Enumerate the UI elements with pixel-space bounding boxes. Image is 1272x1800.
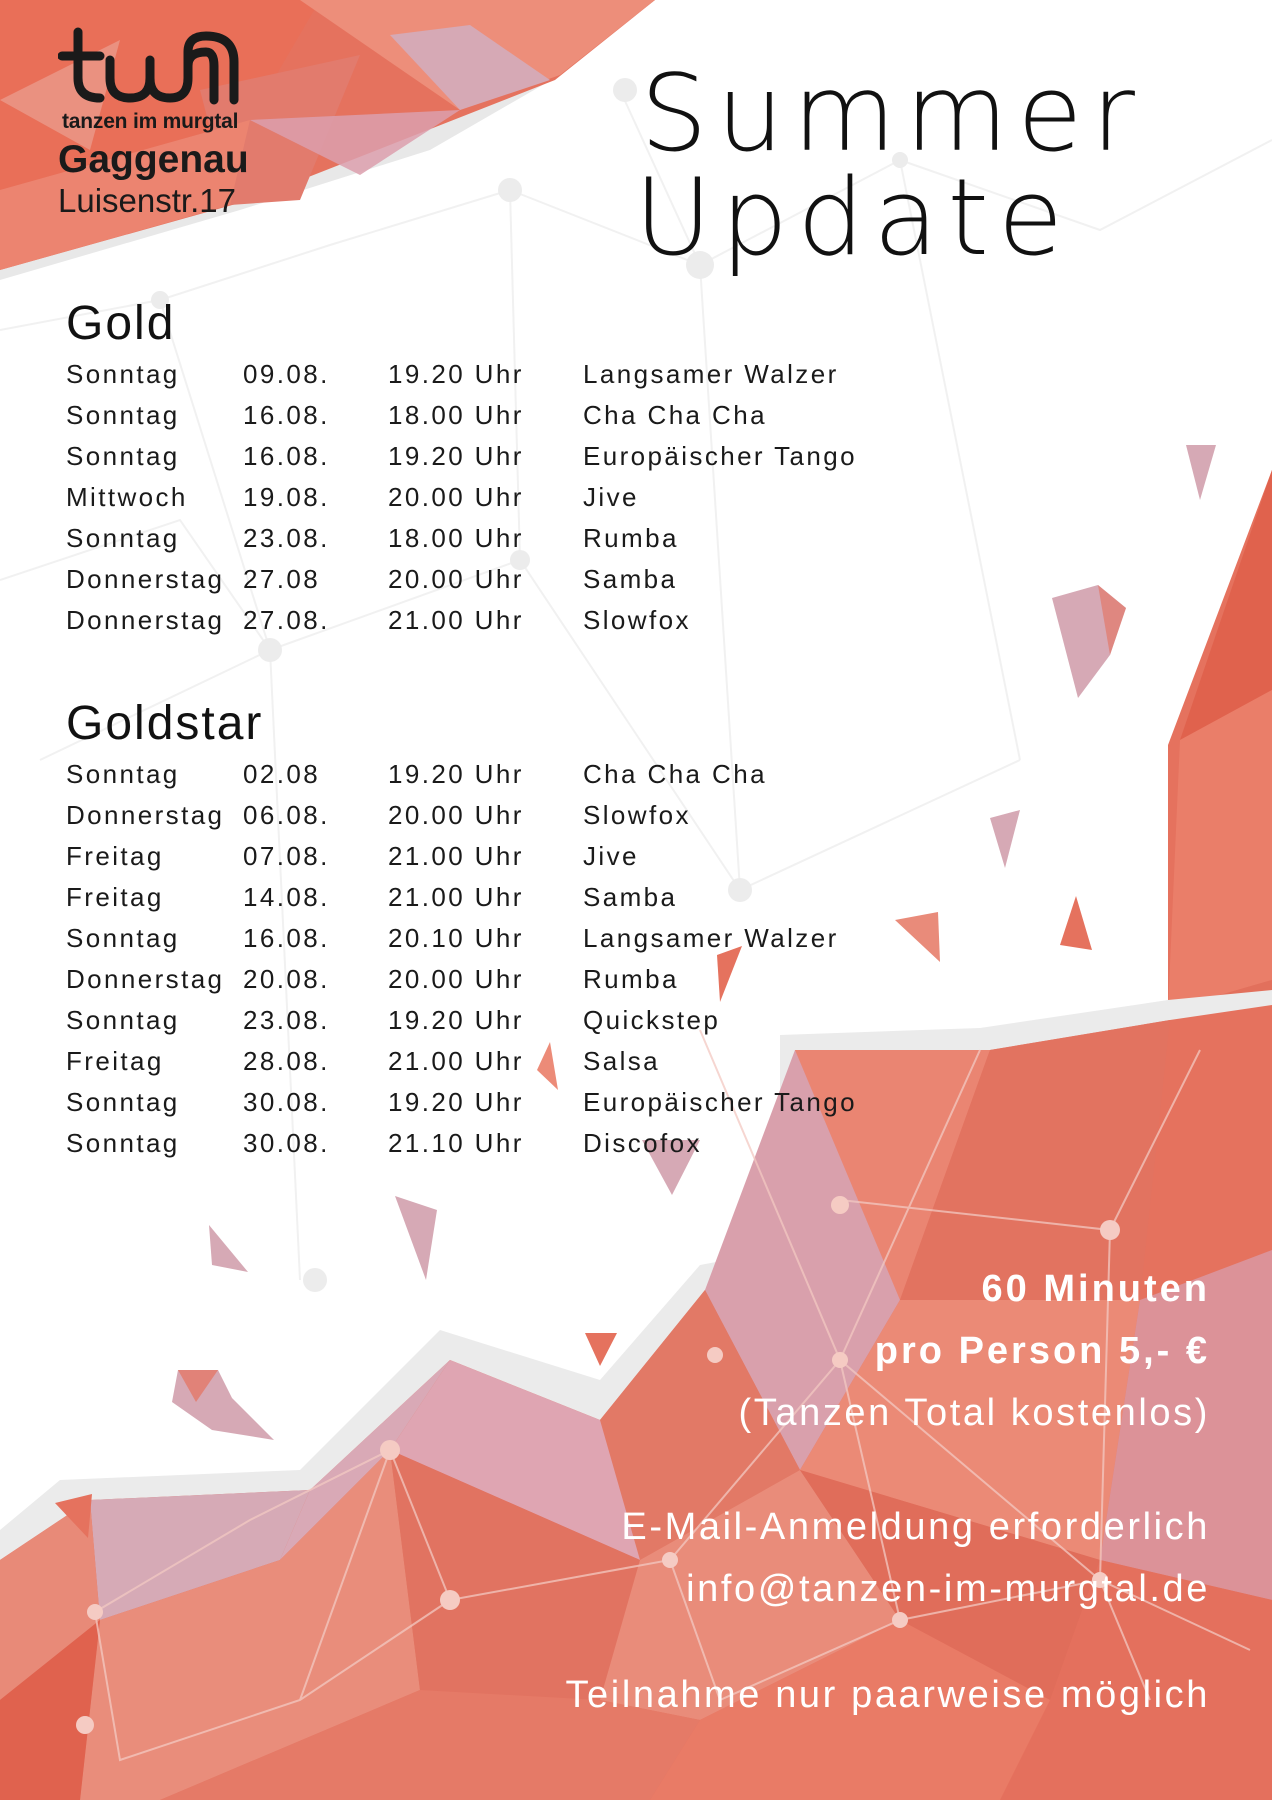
logo: [58, 26, 249, 219]
date-cell: 23.08.: [243, 523, 330, 553]
table-row: [66, 1123, 1003, 1164]
table-row: [66, 918, 1003, 959]
day-cell: Freitag: [66, 882, 164, 912]
page-title: [634, 52, 1144, 279]
table-row: [66, 959, 1003, 1000]
table-row: [66, 395, 1003, 436]
table-row: [66, 795, 1003, 836]
dance-cell: Salsa: [583, 1046, 661, 1076]
day-cell: Sonntag: [66, 441, 180, 471]
price-note: (Tanzen Total kostenlos): [738, 1392, 1210, 1434]
time-cell: 18.00 Uhr: [388, 523, 524, 553]
time-cell: 20.00 Uhr: [388, 964, 524, 994]
time-cell: 19.20 Uhr: [388, 441, 524, 471]
dance-cell: Jive: [583, 841, 639, 871]
schedule-section-gold: [66, 296, 1003, 641]
dance-cell: Quickstep: [583, 1005, 721, 1035]
schedule-section-goldstar: [66, 696, 1003, 1164]
day-cell: Sonntag: [66, 523, 180, 553]
table-row: [66, 518, 1003, 559]
table-row: [66, 436, 1003, 477]
time-cell: 19.20 Uhr: [388, 359, 524, 389]
date-cell: 06.08.: [243, 800, 330, 830]
time-cell: 21.10 Uhr: [388, 1128, 524, 1158]
dance-cell: Langsamer Walzer: [583, 359, 839, 389]
time-cell: 19.20 Uhr: [388, 759, 524, 789]
day-cell: Mittwoch: [66, 482, 188, 512]
dance-cell: Samba: [583, 882, 678, 912]
table-row: [66, 600, 1003, 641]
date-cell: 28.08.: [243, 1046, 330, 1076]
title-line-1: Summer: [640, 52, 1144, 175]
schedule-table: [66, 354, 1003, 641]
duration-text: 60 Minuten: [981, 1268, 1210, 1310]
time-cell: 20.00 Uhr: [388, 482, 524, 512]
time-cell: 21.00 Uhr: [388, 841, 524, 871]
dance-cell: Jive: [583, 482, 639, 512]
date-cell: 23.08.: [243, 1005, 330, 1035]
dance-cell: Langsamer Walzer: [583, 923, 839, 953]
dance-cell: Rumba: [583, 964, 679, 994]
dance-cell: Europäischer Tango: [583, 1087, 857, 1117]
date-cell: 14.08.: [243, 882, 330, 912]
day-cell: Donnerstag: [66, 564, 225, 594]
date-cell: 07.08.: [243, 841, 330, 871]
day-cell: Sonntag: [66, 923, 180, 953]
info-block: [565, 1258, 1210, 1726]
section-heading: Goldstar: [66, 697, 264, 750]
registration-text: E-Mail-Anmeldung erforderlich: [621, 1506, 1210, 1548]
date-cell: 27.08.: [243, 605, 330, 635]
dance-cell: Cha Cha Cha: [583, 759, 767, 789]
date-cell: 30.08.: [243, 1128, 330, 1158]
date-cell: 16.08.: [243, 441, 330, 471]
price-text: pro Person 5,- €: [874, 1330, 1210, 1372]
table-row: [66, 836, 1003, 877]
day-cell: Freitag: [66, 841, 164, 871]
day-cell: Sonntag: [66, 759, 180, 789]
day-cell: Freitag: [66, 1046, 164, 1076]
dance-cell: Cha Cha Cha: [583, 400, 767, 430]
time-cell: 19.20 Uhr: [388, 1087, 524, 1117]
tum-logo-mark: [58, 26, 243, 108]
date-cell: 16.08.: [243, 923, 330, 953]
table-row: [66, 877, 1003, 918]
dance-cell: Slowfox: [583, 800, 691, 830]
date-cell: 16.08.: [243, 400, 330, 430]
day-cell: Sonntag: [66, 359, 180, 389]
table-row: [66, 754, 1003, 795]
time-cell: 19.20 Uhr: [388, 1005, 524, 1035]
table-row: [66, 1082, 1003, 1123]
street-address: Luisenstr.17: [58, 182, 236, 219]
dance-cell: Samba: [583, 564, 678, 594]
day-cell: Sonntag: [66, 1128, 180, 1158]
day-cell: Sonntag: [66, 1005, 180, 1035]
title-line-2: Update: [634, 156, 1073, 279]
table-row: [66, 559, 1003, 600]
day-cell: Sonntag: [66, 400, 180, 430]
email-address: info@tanzen-im-murgtal.de: [686, 1568, 1210, 1610]
time-cell: 21.00 Uhr: [388, 882, 524, 912]
date-cell: 19.08.: [243, 482, 330, 512]
section-heading: Gold: [66, 297, 176, 350]
time-cell: 20.00 Uhr: [388, 800, 524, 830]
day-cell: Sonntag: [66, 1087, 180, 1117]
time-cell: 20.10 Uhr: [388, 923, 524, 953]
dance-cell: Rumba: [583, 523, 679, 553]
date-cell: 09.08.: [243, 359, 330, 389]
logo-subtitle: tanzen im murgtal: [62, 110, 239, 133]
time-cell: 21.00 Uhr: [388, 1046, 524, 1076]
date-cell: 02.08: [243, 759, 321, 789]
date-cell: 30.08.: [243, 1087, 330, 1117]
table-row: [66, 1041, 1003, 1082]
date-cell: 20.08.: [243, 964, 330, 994]
table-row: [66, 1000, 1003, 1041]
dance-cell: Discofox: [583, 1128, 702, 1158]
city-label: Gaggenau: [58, 138, 249, 181]
date-cell: 27.08: [243, 564, 321, 594]
pairs-note: Teilnahme nur paarweise möglich: [565, 1674, 1210, 1716]
day-cell: Donnerstag: [66, 964, 225, 994]
time-cell: 20.00 Uhr: [388, 564, 524, 594]
time-cell: 18.00 Uhr: [388, 400, 524, 430]
dance-cell: Slowfox: [583, 605, 691, 635]
table-row: [66, 477, 1003, 518]
schedule-table: [66, 754, 1003, 1164]
day-cell: Donnerstag: [66, 800, 225, 830]
day-cell: Donnerstag: [66, 605, 225, 635]
time-cell: 21.00 Uhr: [388, 605, 524, 635]
dance-cell: Europäischer Tango: [583, 441, 857, 471]
table-row: [66, 354, 1003, 395]
